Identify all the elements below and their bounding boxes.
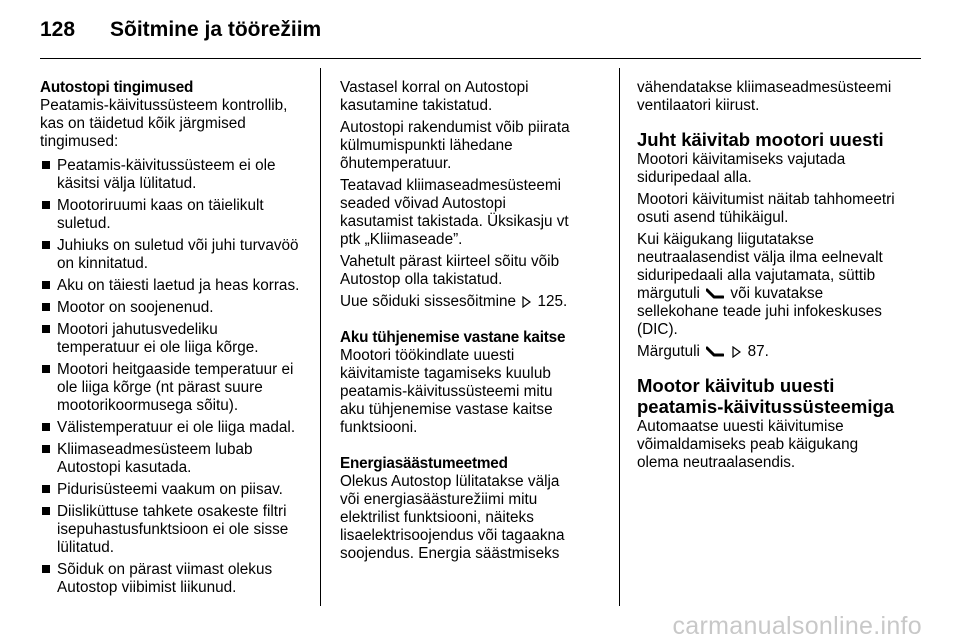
header-rule [40, 58, 921, 59]
condition-text: Aku on täiesti laetud ja heas korras. [57, 277, 300, 294]
bullet-square-icon [42, 303, 50, 311]
condition-text: Juhiuks on suletud või juhi turvavöö on kinnitatud. [57, 237, 299, 272]
autostop-indicator-icon [706, 345, 724, 358]
column-3 [637, 79, 903, 476]
condition-list-item [40, 419, 304, 437]
paragraph-text: Kui käigukang liigutatakse neutraalasendist välja ilma eelnevalt siduripedaali alla vajutamata, süttib märgutuli [637, 231, 883, 302]
paragraph: Automaatse uuesti käivitumise võimaldamiseks peab käigukang olema neutraalasendis. [637, 418, 859, 471]
condition-list-item [40, 237, 304, 273]
paragraph-reference [340, 293, 580, 311]
condition-list-item [40, 361, 304, 415]
condition-list-item [40, 481, 304, 499]
column-1 [40, 79, 304, 601]
paragraph-reference [637, 343, 903, 361]
reference-text: Märgutuli [637, 343, 700, 360]
paragraph-text: või kuvatakse sellekohane teade juhi infokeskuses (DIC). [637, 285, 882, 338]
condition-list-item [40, 197, 304, 233]
paragraph: Autostopi rakendumist võib piirata külmumispunkti lähedane õhutemperatuur. [340, 119, 570, 172]
section-heading-autostop-conditions: Autostopi tingimused [40, 79, 194, 96]
bullet-square-icon [42, 281, 50, 289]
bullet-square-icon [42, 161, 50, 169]
condition-text: Mootor on soojenenud. [57, 299, 214, 316]
intro-paragraph: Peatamis-käivitussüsteem kontrollib, kas on täidetud kõik järgmised tingimused: [40, 97, 288, 150]
paragraph: Vahetult pärast kiirteel sõitu võib Autostop olla takistatud. [340, 253, 560, 288]
column-2 [340, 79, 580, 567]
section-heading-energy-saving: Energiasäästumeetmed [340, 455, 508, 472]
condition-text: Välistemperatuur ei ole liiga madal. [57, 419, 296, 436]
bullet-square-icon [42, 445, 50, 453]
condition-list-item [40, 321, 304, 357]
bullet-square-icon [42, 507, 50, 515]
section-heading-system-restart: Mootor käivitub uuesti peatamis-käivitussüsteemiga [637, 375, 895, 417]
paragraph: Vastasel korral on Autostopi kasutamine takistatud. [340, 79, 529, 114]
section-heading-driver-restart: Juht käivitab mootori uuesti [637, 129, 884, 150]
column-divider [320, 68, 321, 606]
condition-text: Mootoriruumi kaas on täielikult suletud. [57, 197, 264, 232]
bullet-square-icon [42, 325, 50, 333]
condition-text: Pidurisüsteemi vaakum on piisav. [57, 481, 283, 498]
paragraph-indicator [637, 231, 903, 339]
paragraph: vähendatakse kliimaseadmesüsteemi ventilaatori kiirust. [637, 79, 892, 114]
bullet-square-icon [42, 201, 50, 209]
page-number: 128 [40, 18, 76, 41]
conditions-list [40, 157, 304, 597]
condition-text: Kliimaseadmesüsteem lubab Autostopi kasutada. [57, 441, 253, 476]
condition-list-item [40, 277, 304, 295]
bullet-square-icon [42, 241, 50, 249]
triangle-arrow-icon [522, 296, 531, 308]
watermark-text: carmanualsonline.info [672, 612, 922, 640]
page-reference-link[interactable]: 87. [747, 343, 769, 360]
page-title: Sõitmine ja töörežiim [110, 18, 322, 41]
column-divider [619, 68, 620, 606]
paragraph: Teatavad kliimaseadmesüsteemi seaded võivad Autostopi kasutamist takistada. Üksikasju vt ptk „Kliimaseade”. [340, 177, 569, 248]
section-heading-battery-protection: Aku tühjenemise vastane kaitse [340, 329, 566, 346]
triangle-arrow-icon [732, 346, 741, 358]
condition-text: Mootori heitgaaside temperatuur ei ole liiga kõrge (nt pärast suure mootorikoormusega sõitu). [57, 361, 294, 414]
paragraph: Mootori käivitamiseks vajutada siduripedaal alla. [637, 151, 846, 186]
paragraph: Mootori käivitumist näitab tahhomeetri osuti asend tühikäigul. [637, 191, 895, 226]
condition-list-item [40, 441, 304, 477]
bullet-square-icon [42, 565, 50, 573]
condition-list-item [40, 157, 304, 193]
condition-text: Sõiduk on pärast viimast olekus Autostop viibimist liikunud. [57, 561, 273, 596]
bullet-square-icon [42, 423, 50, 431]
bullet-square-icon [42, 365, 50, 373]
page-header [0, 0, 960, 60]
reference-text: Uue sõiduki sissesõitmine [340, 293, 516, 310]
page-reference-link[interactable]: 125. [537, 293, 568, 310]
condition-text: Peatamis-käivitussüsteem ei ole käsitsi välja lülitatud. [57, 157, 276, 192]
paragraph: Olekus Autostop lülitatakse välja või energiasäästurežiimi mitu elektrilist funktsiooni, näiteks lisaelektrisoojendus või tagaakna soojendus. Energia säästmiseks [340, 473, 565, 562]
paragraph: Mootori töökindlate uuesti käivitamiste tagamiseks kuulub peatamis-käivitussüsteemi mitu aku tühjenemise vastase kaitse funktsiooni. [340, 347, 553, 436]
autostop-indicator-icon [706, 287, 724, 300]
condition-list-item [40, 299, 304, 317]
condition-text: Diisliküttuse tahkete osakeste filtri isepuhastusfunktsioon ei ole sisse lülitatud. [57, 503, 289, 556]
watermark-bar [0, 610, 960, 642]
condition-list-item [40, 561, 304, 597]
condition-list-item [40, 503, 304, 557]
bullet-square-icon [42, 485, 50, 493]
condition-text: Mootori jahutusvedeliku temperatuur ei ole liiga kõrge. [57, 321, 259, 356]
